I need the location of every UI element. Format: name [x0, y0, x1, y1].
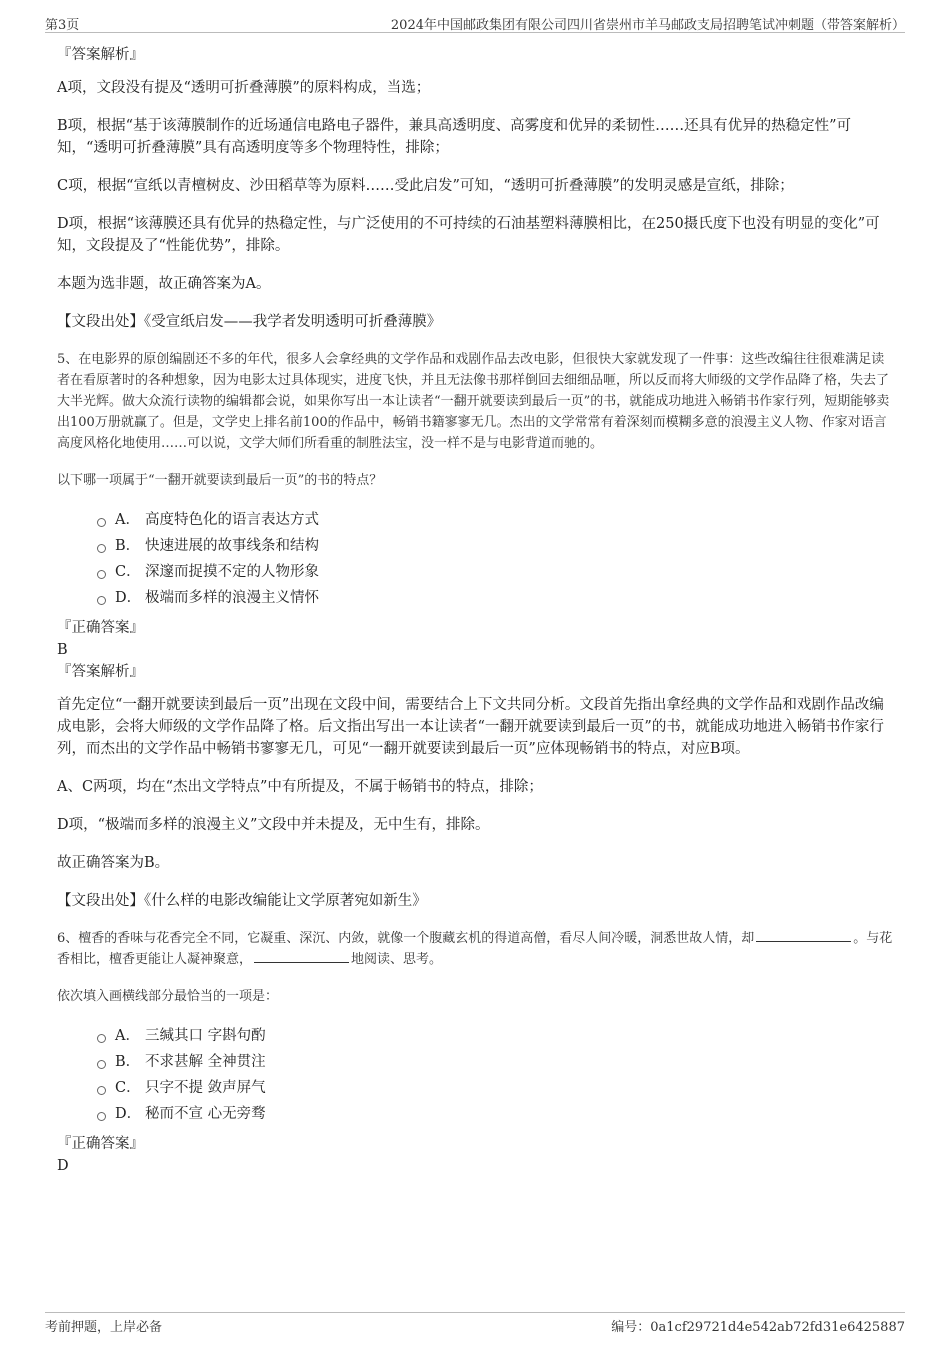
q5-option-c[interactable]: C． 深邃而捉摸不定的人物形象 [97, 559, 897, 585]
q5-option-d[interactable]: D． 极端而多样的浪漫主义情怀 [97, 585, 897, 611]
radio-icon[interactable] [97, 544, 106, 553]
q5-analysis-1: 首先定位“一翻开就要读到最后一页”出现在文段中间，需要结合上下文共同分析。文段首先指出拿经典的文学作品和戏剧作品改编成电影，会将大师级的文学作品降了格。后文指出写出一本让读者“一翻开就要读到最后一页”的书，就能成功地进入畅销书作家行列，而杰出的文学作品中畅销书寥寥无几，可见“一翻开就要读到最后一页”应体现畅销书的特点，对应B项。 [57, 697, 884, 757]
blank-1 [756, 929, 851, 942]
q4-analysis-c: C项，根据“宣纸以青檀树皮、沙田稻草等为原料……受此启发”可知，“透明可折叠薄膜”的发明灵感是宣纸，排除； [57, 178, 794, 194]
q5-option-a[interactable]: A． 高度特色化的语言表达方式 [97, 507, 897, 533]
radio-icon[interactable] [97, 518, 106, 527]
radio-icon[interactable] [97, 1060, 106, 1069]
q5-answer-label: 『正确答案』 [57, 620, 144, 636]
page-number: 第3页 [45, 18, 80, 33]
q5-conclusion: 故正确答案为B。 [57, 855, 170, 871]
page-header [45, 12, 905, 33]
q5-options [57, 507, 897, 611]
document-title: 2024年中国邮政集团有限公司四川省崇州市羊马邮政支局招聘笔试冲刺题（带答案解析） [390, 18, 905, 33]
main-content [57, 44, 897, 1177]
q4-analysis-label: 『答案解析』 [57, 47, 144, 63]
footer-slogan: 考前押题，上岸必备 [45, 1320, 163, 1335]
q6-question: 依次填入画横线部分最恰当的一项是： [57, 989, 279, 1004]
q5-answer: B [57, 642, 68, 658]
q4-source: 【文段出处】《受宣纸启发——我学者发明透明可折叠薄膜》 [57, 314, 442, 330]
q6-answer: D [57, 1158, 69, 1174]
q5-option-b[interactable]: B． 快速进展的故事线条和结构 [97, 533, 897, 559]
q5-analysis-2: A、C两项，均在“杰出文学特点”中有所提及，不属于畅销书的特点，排除； [57, 779, 543, 795]
page-footer [45, 1312, 905, 1333]
q4-analysis-a: A项，文段没有提及“透明可折叠薄膜”的原料构成，当选； [57, 80, 431, 96]
blank-2 [254, 950, 349, 963]
q5-source: 【文段出处】《什么样的电影改编能让文学原著宛如新生》 [57, 893, 427, 909]
q5-question: 以下哪一项属于“一翻开就要读到最后一页”的书的特点？ [57, 473, 383, 488]
q6-option-a[interactable]: A． 三缄其口 字斟句酌 [97, 1023, 897, 1049]
q6-option-d[interactable]: D． 秘而不宣 心无旁骛 [97, 1101, 897, 1127]
q6-option-c[interactable]: C． 只字不提 敛声屏气 [97, 1075, 897, 1101]
radio-icon[interactable] [97, 570, 106, 579]
q6-passage: 6、檀香的香味与花香完全不同，它凝重、深沉、内敛，就像一个腹藏玄机的得道高僧，看尽人间冷暖，洞悉世故人情，却 。与花香相比，檀香更能让人凝神聚意， 地阅读、思考。 [57, 931, 893, 967]
q5-analysis-label: 『答案解析』 [57, 664, 144, 680]
q6-answer-label: 『正确答案』 [57, 1136, 144, 1152]
q4-analysis-b: B项，根据“基于该薄膜制作的近场通信电路电子器件，兼具高透明度、高雾度和优异的柔韧性……还具有优异的热稳定性”可知，“透明可折叠薄膜”具有高透明度等多个物理特性，排除； [57, 118, 851, 156]
q4-conclusion: 本题为选非题，故正确答案为A。 [57, 276, 271, 292]
q4-analysis-d: D项，根据“该薄膜还具有优异的热稳定性，与广泛使用的不可持续的石油基塑料薄膜相比，在250摄氏度下也没有明显的变化”可知，文段提及了“性能优势”，排除。 [57, 216, 880, 254]
radio-icon[interactable] [97, 596, 106, 605]
q5-analysis-3: D项，“极端而多样的浪漫主义”文段中并未提及，无中生有，排除。 [57, 817, 490, 833]
q5-passage: 5、在电影界的原创编剧还不多的年代，很多人会拿经典的文学作品和戏剧作品去改电影，但很快大家就发现了一件事：这些改编往往很难满足读者在看原著时的各种想象，因为电影太过具体现实，进度飞快，并且无法像书那样倒回去细细品咂，所以反而将大师级的文学作品降了格，失去了大半光辉。做大众流行读物的编辑都会说，如果你写出一本让读者“一翻开就要读到最后一页”的书，就能成功地进入畅销书作家行列，短期能够卖出100万册就赢了。但是，文学史上排名前100的作品中，畅销书籍寥寥无几。杰出的文学常常有着深刻而模糊多意的浪漫主义人物、作家对语言高度风格化地使用……可以说，文学大师们所看重的制胜法宝，没一样不是与电影背道而驰的。 [57, 352, 890, 451]
document-code: 编号：0a1cf29721d4e542ab72fd31e6425887 [611, 1320, 905, 1335]
radio-icon[interactable] [97, 1034, 106, 1043]
radio-icon[interactable] [97, 1086, 106, 1095]
q6-option-b[interactable]: B． 不求甚解 全神贯注 [97, 1049, 897, 1075]
q6-options [57, 1023, 897, 1127]
radio-icon[interactable] [97, 1112, 106, 1121]
